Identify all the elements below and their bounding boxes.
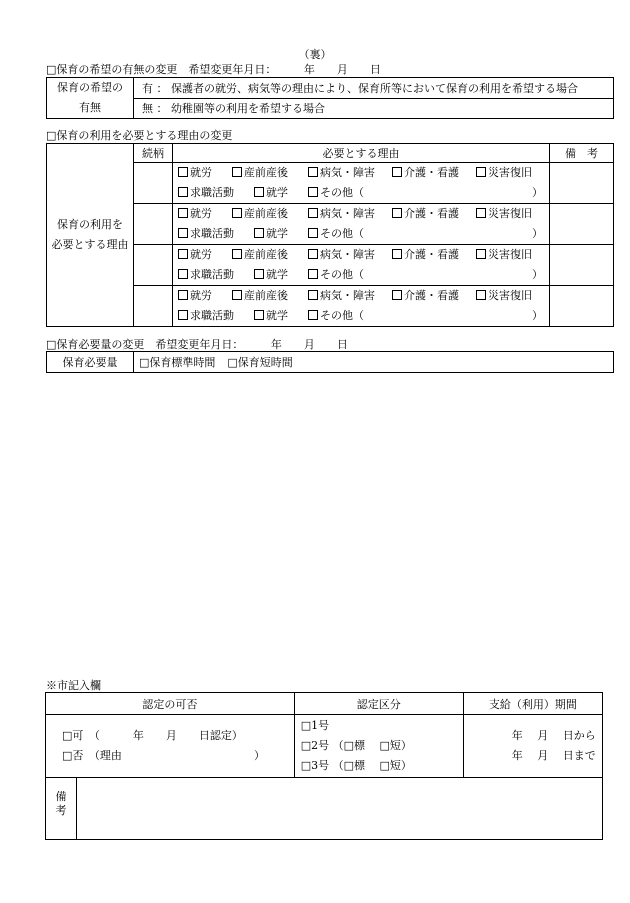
city-table [45,692,603,840]
hope-option-no[interactable]: 無 ： 幼稚園等の利用を希望する場合 [134,98,614,119]
relation-input[interactable] [134,286,173,327]
relation-input[interactable] [134,163,173,204]
hope-change-heading: □保育の希望の有無の変更 希望変更年月日： 年 月 日 [46,63,381,76]
remarks-label: 備考 [46,778,77,840]
reason-options: 就労 産前産後 病気・障害 介護・看護 災害復旧 求職活動 就学 その他（ ） [173,163,550,204]
remarks-area[interactable] [77,778,603,840]
remarks-input[interactable] [550,245,614,286]
page-title: （裏） [298,48,332,61]
remarks-input[interactable] [550,204,614,245]
short-time-checkbox[interactable]: □保育短時間 [227,356,293,369]
remarks-input[interactable] [550,163,614,204]
city-section-heading: ※市記入欄 [46,679,101,692]
reason-options: 就労 産前産後 病気・障害 介護・看護 災害復旧 求職活動 就学 その他（ ） [173,245,550,286]
reason-table [46,143,614,327]
hope-option-yes[interactable]: 有 ： 保護者の就労、病気等の理由により、保育所等において保育の利用を希望する場合 [134,78,614,99]
amount-table [46,351,614,373]
amount-label: 保育必要量 [47,352,134,373]
category-1-checkbox[interactable]: □1号 [300,719,330,732]
col-category: 認定区分 [294,693,463,715]
col-approval: 認定の可否 [46,693,295,715]
amount-change-heading: □保育必要量の変更 希望変更年月日： 年 月 日 [46,338,348,351]
relation-input[interactable] [134,245,173,286]
period-cell [463,715,602,778]
remarks-input[interactable] [550,286,614,327]
hope-change-table [46,77,614,119]
reason-change-heading: □保育の利用を必要とする理由の変更 [46,129,233,142]
reason-row-label: 保育の利用を 必要とする理由 [47,144,134,327]
approve-checkbox[interactable]: □可 （ 年 月 日認定） [62,729,243,742]
col-reason: 必要とする理由 [173,144,550,163]
col-remarks: 備 考 [550,144,614,163]
category-cell [294,715,463,778]
approval-cell [46,715,295,778]
period-from[interactable]: 年 月 日から [511,729,596,742]
amount-options [134,352,614,373]
category-3-checkbox[interactable]: □3号 （□標 □短） [300,759,412,772]
category-2-checkbox[interactable]: □2号 （□標 □短） [300,739,412,752]
deny-checkbox[interactable]: □否 （理由 ） [62,749,265,762]
relation-input[interactable] [134,204,173,245]
standard-time-checkbox[interactable]: □保育標準時間 [139,356,216,369]
col-period: 支給（利用）期間 [463,693,602,715]
period-to[interactable]: 年 月 日まで [511,749,596,762]
reason-options: 就労 産前産後 病気・障害 介護・看護 災害復旧 求職活動 就学 その他（ ） [173,204,550,245]
hope-label: 保育の希望の 有無 [47,78,134,119]
reason-options: 就労 産前産後 病気・障害 介護・看護 災害復旧 求職活動 就学 その他（ ） [173,286,550,327]
col-relation: 続柄 [134,144,173,163]
